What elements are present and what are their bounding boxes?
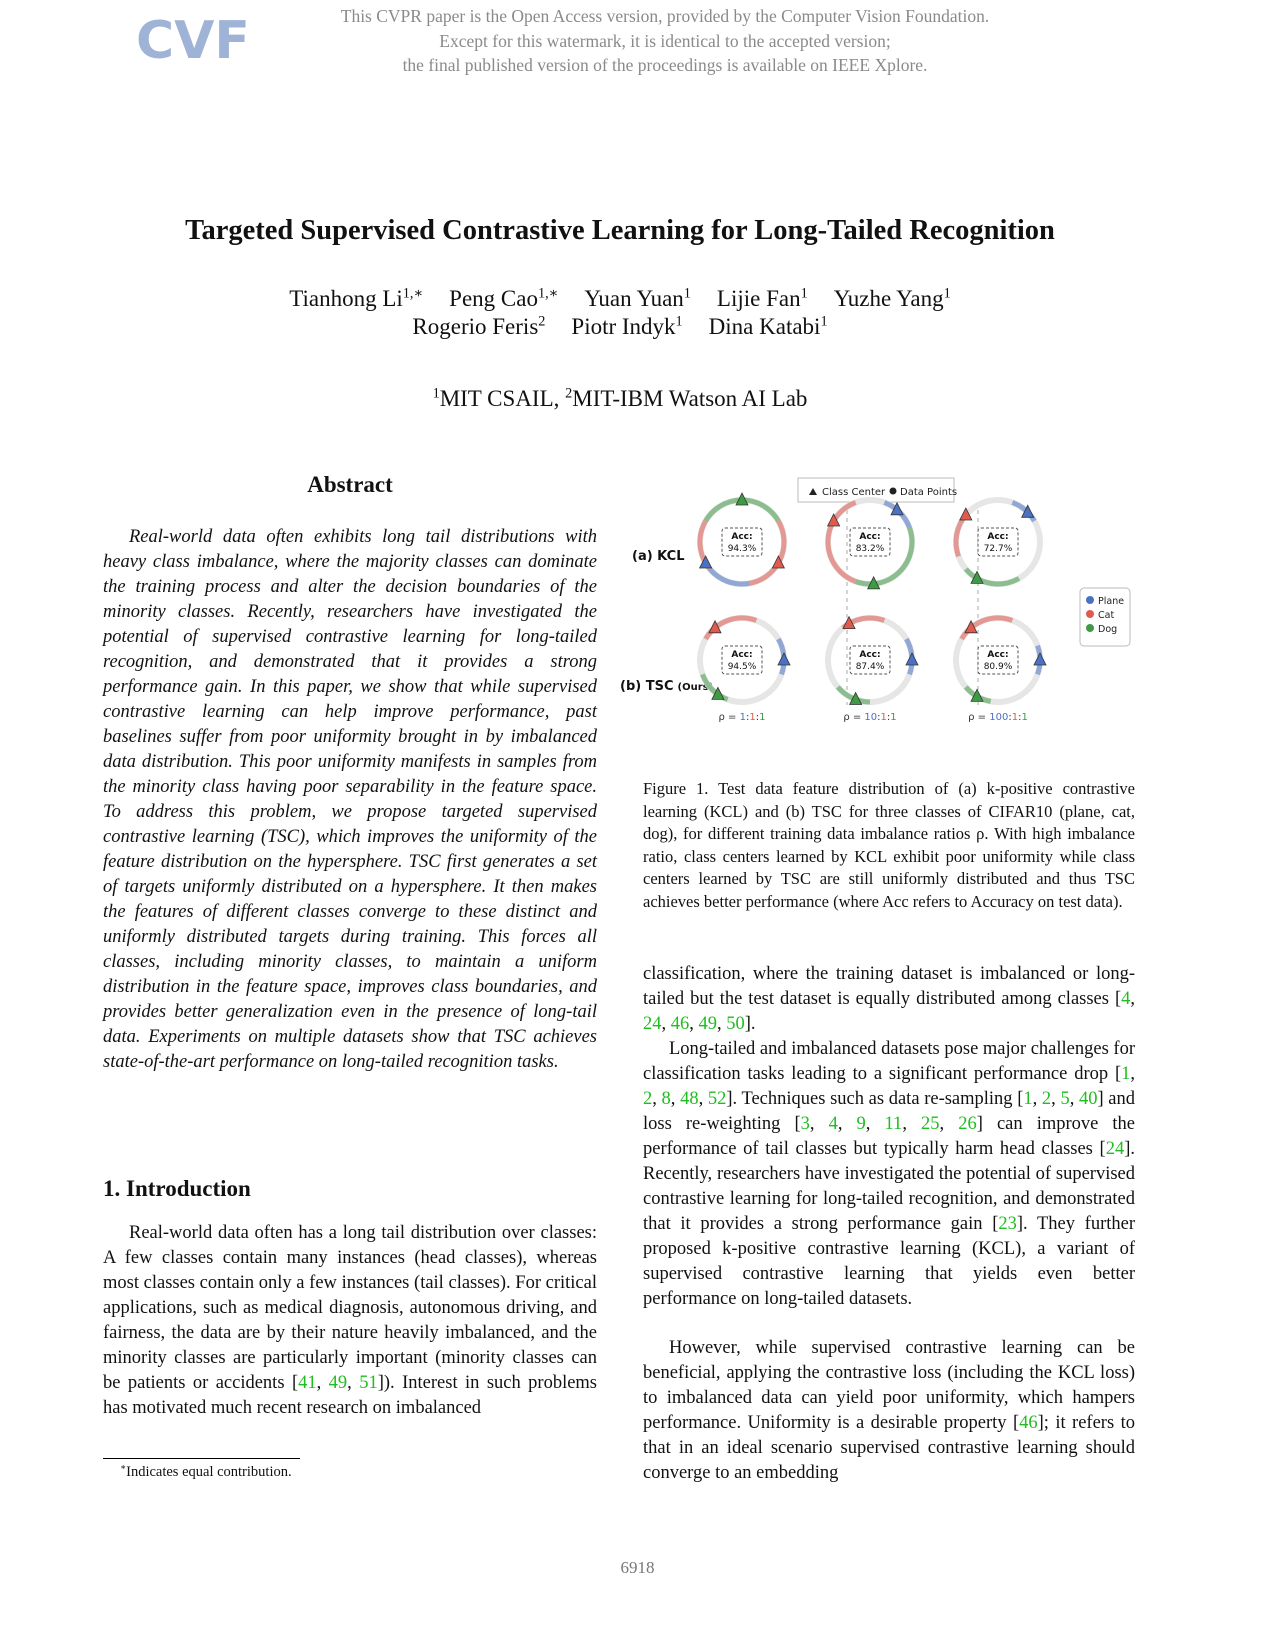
author-row-1 [60, 286, 1180, 312]
intro-paragraph-1: Real-world data often has a long tail distribution over classes: A few classes contain many instances (head classes), whereas most classes contain only a few instances (tail classes). For critical applications, such as medical diagnosis, autonomous driving, and fairness, the data are by their nature heavily imbalanced, and the minority classes are particularly important (minority classes can be patients or accidents [41, 49, 51]). Interest in such problems has motivated much recent research on imbalanced [103, 1223, 598, 1418]
rho-label: ρ = 10:1:1 [843, 712, 897, 723]
accuracy-label: Acc: [731, 650, 753, 660]
citation-link[interactable]: 46 [670, 1014, 690, 1034]
accuracy-label: Acc: [987, 532, 1009, 542]
legend-dot-plane [1086, 596, 1094, 604]
rho-label: ρ = 100:1:1 [968, 712, 1028, 723]
citation-link[interactable]: 8 [661, 1089, 671, 1109]
citation-link[interactable]: 4 [828, 1114, 838, 1134]
watermark-line-1: This CVPR paper is the Open Access version, provided by the Computer Vision Foundation. [340, 6, 990, 26]
right-paragraph-3: However, while supervised contrastive learning can be beneficial, applying the contrastive loss (including the KCL loss) to imbalanced data can yield poor uniformity, which hampers performance. Uniformity is a desirable property [46]; it refers to that in an ideal scenario supervised contrastive learning should converge to an embedding [643, 1338, 1135, 1483]
figure-1-graphic [620, 470, 1140, 770]
watermark-line-2: Except for this watermark, it is identical to the accepted version; [439, 30, 891, 51]
citation-link[interactable]: 49 [698, 1014, 717, 1034]
citation-link[interactable]: 48 [680, 1089, 699, 1109]
row-label-tsc: (b) TSC (Ours) [620, 679, 714, 694]
dot-legend-icon [890, 488, 897, 495]
class-center-triangle [1034, 653, 1046, 665]
citation-link[interactable]: 23 [998, 1214, 1017, 1234]
footnote-divider [103, 1458, 300, 1459]
legend-dot-dog [1086, 624, 1094, 632]
accuracy-value: 72.7% [983, 544, 1013, 554]
cvf-logo [136, 10, 250, 72]
accuracy-value: 80.9% [983, 662, 1013, 672]
author: Piotr Indyk$^1$ [571, 313, 683, 339]
citation-link[interactable]: 1 [1121, 1064, 1131, 1084]
citation-link[interactable]: 24 [1105, 1139, 1125, 1159]
class-arc-cat [956, 515, 966, 556]
accuracy-label: Acc: [859, 650, 881, 660]
abstract-heading: Abstract [307, 472, 393, 497]
citation-link[interactable]: 46 [1019, 1413, 1038, 1433]
citation-link[interactable]: 11 [884, 1114, 903, 1134]
accuracy-label: Acc: [859, 532, 881, 542]
author: Tianhong $Li^{1,∗}$ [289, 285, 424, 311]
legend-data-points: Data Points [900, 487, 958, 498]
citation-link[interactable]: 41 [298, 1373, 317, 1393]
legend-dot-cat [1086, 610, 1094, 618]
page-number: 6918 [620, 1558, 655, 1577]
accuracy-label: Acc: [987, 650, 1009, 660]
paper-title: Targeted Supervised Contrastive Learning for Long-Tailed Recognition [185, 215, 1055, 246]
watermark-line-3: the final published version of the proceedings is available on IEEE Xplore. [402, 55, 928, 75]
accuracy-value: 83.2% [855, 544, 885, 554]
row-label-kcl: (a) KCL [632, 549, 685, 564]
author: Lijie Fan$^1$ [716, 285, 808, 311]
citation-link[interactable]: 40 [1078, 1089, 1098, 1109]
class-center-triangle [906, 653, 918, 665]
author: Yuan Yuan$^1$ [584, 285, 691, 311]
accuracy-value: 94.5% [727, 662, 757, 672]
legend-label-dog: Dog [1098, 624, 1118, 635]
citation-link[interactable]: 5 [1060, 1089, 1070, 1109]
citation-link[interactable]: 49 [328, 1373, 348, 1393]
author: Dina Katabi$^1$ [708, 313, 828, 339]
citation-link[interactable]: 52 [707, 1089, 727, 1109]
footnote: ∗Indicates equal contribution. [120, 1462, 292, 1480]
section-heading-introduction: 1. Introduction [103, 1176, 251, 1201]
citation-link[interactable]: 9 [856, 1114, 866, 1134]
legend-label-cat: Cat [1098, 610, 1115, 621]
legend-class-center: Class Center [822, 487, 886, 498]
rho-label: ρ = 1:1:1 [718, 712, 766, 723]
figure-1 [620, 470, 1140, 770]
citation-link[interactable]: 51 [359, 1373, 378, 1393]
author: Rogerio Feris$^2$ [412, 313, 546, 339]
author: Yuzhe Yang$^1$ [833, 285, 951, 311]
figure-1-caption: Figure 1. Test data feature distribution of (a) k-positive contrastive learning (KCL) and (b) TSC for three classes of CIFAR10 (plane, cat, dog), for different training data imbalance ratios ρ. With high imbalance ratio, class centers learned by KCL exhibit poor uniformity while class centers learned by TSC are still uniformly distributed and thus TSC achieves better performance (where Acc refers to Accuracy on test data). [643, 779, 1135, 911]
svg-text:CVF: CVF [136, 11, 250, 71]
citation-link[interactable]: 1 [1023, 1089, 1033, 1109]
citation-link[interactable]: 4 [1121, 989, 1131, 1009]
legend-label-plane: Plane [1098, 596, 1125, 607]
right-paragraph-2: Long-tailed and imbalanced datasets pose major challenges for classification tasks leading to a significant performance drop [1, 2, 8, 48, 52]. Techniques such as data re-sampling [1, 2, 5, 40] and loss re-weighting [3, 4, 9, 11, 25, 26] can improve the performance of tail classes but typically harm head classes [24]. Recently, researchers have investigated the potential of supervised contrastive learning for long-tailed recognition, and demonstrated that it provides a strong performance gain [23]. They further proposed k-positive contrastive learning (KCL), a variant of supervised contrastive learning that yields even better performance on long-tailed datasets. [643, 1039, 1136, 1309]
citation-link[interactable]: 50 [726, 1014, 745, 1034]
class-center-triangle [778, 653, 790, 665]
watermark-notice [300, 4, 1030, 78]
author-row-2 [60, 314, 1180, 340]
accuracy-value: 94.3% [727, 544, 757, 554]
citation-link[interactable]: 2 [1041, 1089, 1052, 1109]
accuracy-label: Acc: [731, 532, 753, 542]
citation-link[interactable]: 24 [643, 1014, 662, 1034]
author: Peng Cao$^{1,∗}$ [449, 285, 559, 311]
abstract-text: Real-world data often exhibits long tail distributions with heavy class imbalance, where the majority classes can dominate the training process and alter the decision boundaries of the minority classes. Recently, researchers have investigated the potential of supervised contrastive learning for long-tailed recognition, and demonstrated that it provides a strong performance gain. In this paper, we show that while supervised contrastive learning can help improve performance, past baselines suffer from poor uniformity brought in by imbalanced data distribution. This poor uniformity manifests in samples from the minority class having poor separability in the feature space. To address this problem, we propose targeted supervised contrastive learning (TSC), which improves the uniformity of the feature distribution on the hypersphere. TSC first generates a set of targets uniformly distributed on a hypersphere. It then makes the features of different classes converge to these distinct and uniformly distributed targets during training. This forces all classes, including minority classes, to maintain a uniform distribution in the feature space, improves class boundaries, and provides better generalization even in the presence of long-tail data. Experiments on multiple datasets show that TSC achieves state-of-the-art performance on long-tailed recognition tasks. [103, 527, 597, 1072]
citation-link[interactable]: 26 [958, 1114, 977, 1134]
citation-link[interactable]: 3 [800, 1114, 810, 1134]
accuracy-value: 87.4% [855, 662, 885, 672]
right-paragraph-1: classification, where the training dataset is imbalanced or long-tailed but the test dataset is equally distributed among classes [4, 24, 46, 49, 50]. [643, 964, 1135, 1034]
affiliations: $^1$MIT CSAIL, $^2$MIT-IBM Watson AI Lab [432, 385, 808, 411]
citation-link[interactable]: 2 [643, 1089, 653, 1109]
citation-link[interactable]: 25 [921, 1114, 940, 1134]
